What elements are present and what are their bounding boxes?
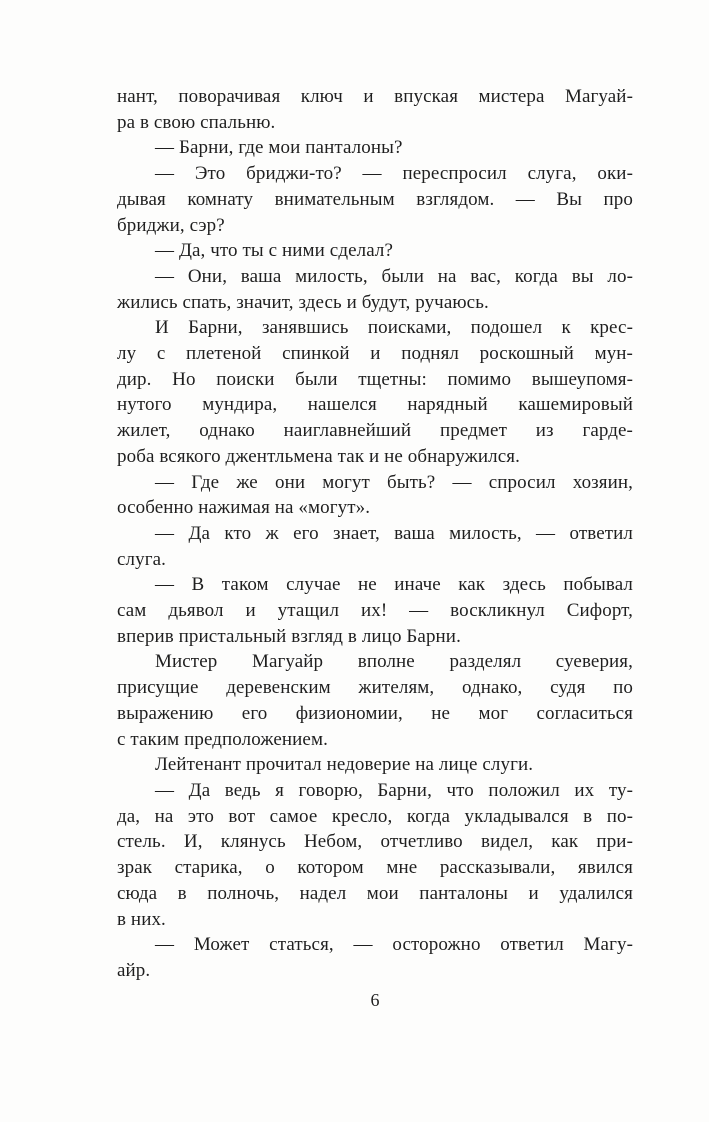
text-line: — Барни, где мои панталоны? <box>155 137 403 159</box>
text-line: в них. <box>117 908 166 930</box>
text-line: И Барни, занявшись поисками, подошел к крес- <box>155 317 633 339</box>
text-line: да, на это вот самое кресло, когда укладывался в по- <box>117 805 633 827</box>
text-line: стель. И, клянусь Небом, отчетливо видел, как при- <box>117 831 633 853</box>
text-line: зрак старика, о котором мне рассказывали, явился <box>117 857 633 879</box>
text-line: — Да, что ты с ними сделал? <box>155 240 394 262</box>
text-line: дывая комнату внимательным взглядом. — Вы про <box>117 188 633 210</box>
text-line: сюда в полночь, надел мои панталоны и удалился <box>117 882 633 904</box>
text-line: нутого мундира, нашелся нарядный кашемировый <box>117 394 633 416</box>
text-line: — Может статься, — осторожно ответил Магу- <box>155 934 633 956</box>
text-block <box>117 84 633 984</box>
paragraph <box>117 315 633 469</box>
text-line: — Где же они могут быть? — спросил хозяин, <box>155 471 633 493</box>
text-line: роба всякого джентльмена так и не обнаружился. <box>117 445 520 467</box>
text-line: сам дьявол и утащил их! — воскликнул Сифорт, <box>117 600 633 622</box>
page-number: 6 <box>370 990 380 1010</box>
paragraph <box>117 470 633 521</box>
text-line: дир. Но поиски были тщетны: помимо вышеупомя- <box>117 368 633 390</box>
paragraph <box>117 238 633 264</box>
text-line: — Это бриджи-то? — переспросил слуга, оки- <box>155 163 633 185</box>
paragraph <box>117 649 633 752</box>
text-line: слуга. <box>117 548 166 570</box>
paragraph <box>117 521 633 572</box>
text-line: — Да кто ж его знает, ваша милость, — ответил <box>155 522 633 544</box>
text-line: присущие деревенским жителям, однако, судя по <box>117 677 633 699</box>
text-line: ра в свою спальню. <box>117 111 276 133</box>
text-line: особенно нажимая на «могут». <box>117 497 371 519</box>
paragraph <box>117 778 633 932</box>
text-line: — В таком случае не иначе как здесь побывал <box>155 574 633 596</box>
text-line: Лейтенант прочитал недоверие на лице слуги. <box>155 754 534 776</box>
text-line: — Да ведь я говорю, Барни, что положил их ту- <box>155 779 633 801</box>
text-line: Мистер Магуайр вполне разделял суеверия, <box>155 651 633 673</box>
paragraph <box>117 264 633 315</box>
paragraph <box>117 932 633 983</box>
text-line: бриджи, сэр? <box>117 214 225 236</box>
text-line: с таким предположением. <box>117 728 328 750</box>
paragraph <box>117 84 633 135</box>
text-line: лу с плетеной спинкой и поднял роскошный мун- <box>117 343 633 365</box>
text-line: вперив пристальный взгляд в лицо Барни. <box>117 625 461 647</box>
paragraph <box>117 752 633 778</box>
text-line: нант, поворачивая ключ и впуская мистера Магуай- <box>117 86 633 107</box>
text-line: выражению его физиономии, не мог согласиться <box>117 702 633 724</box>
paragraph <box>117 161 633 238</box>
text-line: жились спать, значит, здесь и будут, ручаюсь. <box>117 291 489 313</box>
paragraph <box>117 135 633 161</box>
text-line: айр. <box>117 959 151 981</box>
text-line: — Они, ваша милость, были на вас, когда вы ло- <box>155 265 633 287</box>
paragraph <box>117 572 633 649</box>
text-line: жилет, однако наиглавнейший предмет из гарде- <box>117 420 633 442</box>
